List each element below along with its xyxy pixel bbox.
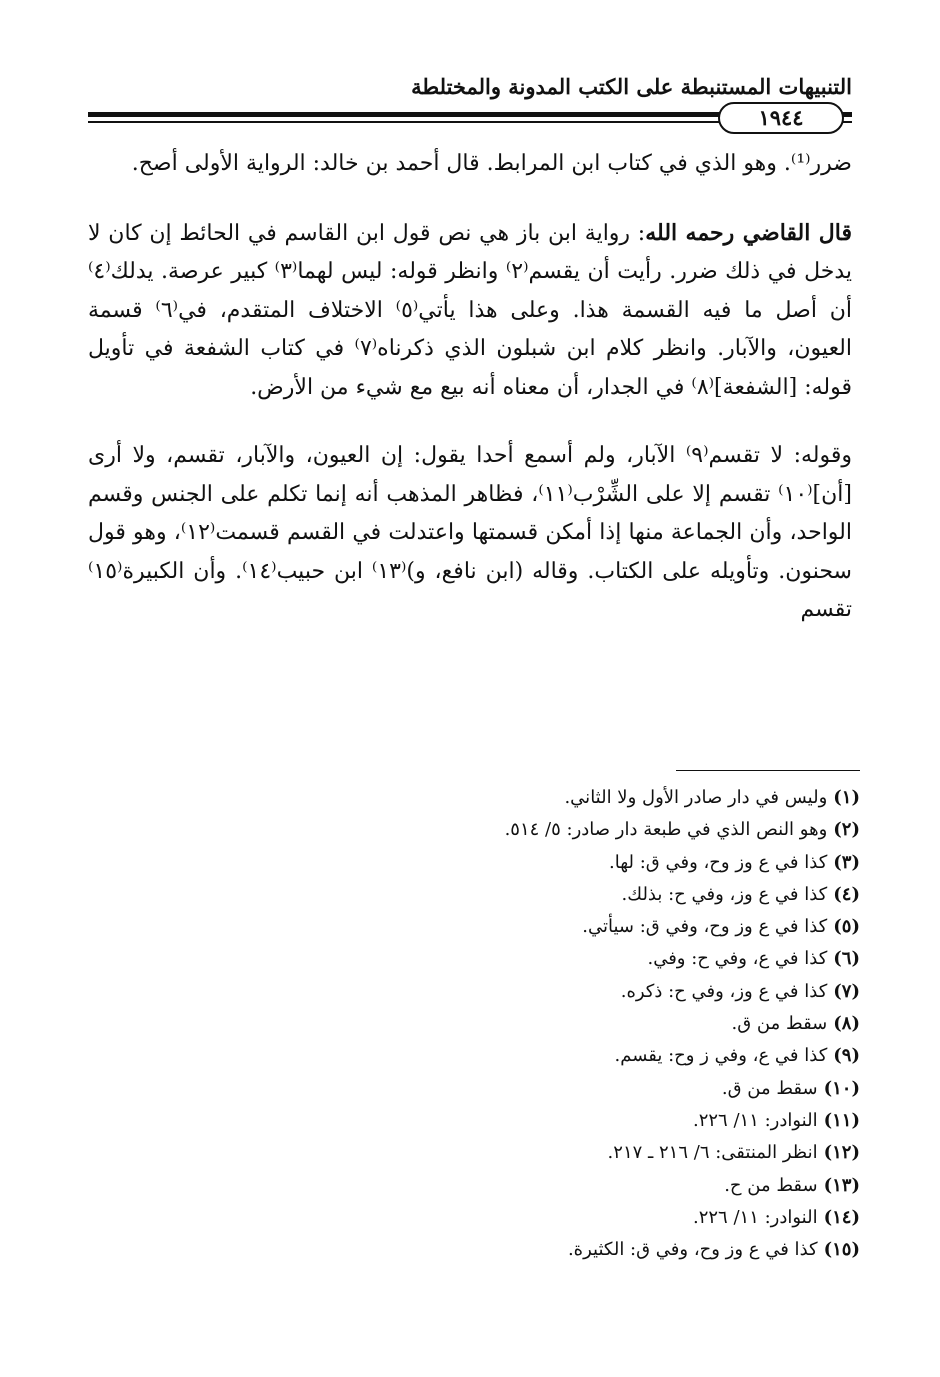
- footnote-number: (٦): [833, 948, 860, 970]
- paragraph-text: ضرر⁽¹⁾. وهو الذي في كتاب ابن المرابط. قال أحمد بن خالد: الرواية الأولى أصح.: [131, 151, 852, 176]
- footnote-number: (٧): [833, 980, 860, 1002]
- footnote-text: انظر المنتقى: ٦/ ٢١٦ ـ ٢١٧.: [607, 1142, 818, 1164]
- footnote: [220, 847, 860, 879]
- footnote-text: سقط من ح.: [724, 1174, 818, 1196]
- running-title: التنبيهات المستنبطة على الكتب المدونة والمختلطة: [411, 74, 852, 99]
- footnote-text: النوادر: ١١/ ٢٢٦.: [692, 1206, 818, 1228]
- footnote-text: كذا في ع، وفي ز وح: يقسم.: [614, 1045, 828, 1067]
- footnote-text: سقط من ق.: [721, 1077, 818, 1099]
- footnote: [220, 976, 860, 1008]
- page-number: ١٩٤٤: [718, 102, 844, 134]
- footnote: [220, 879, 860, 911]
- footnote: [220, 1202, 860, 1234]
- paragraph-text: وقوله: لا تقسم⁽٩⁾ الآبار، ولم أسمع أحدا يقول: إن العيون، والآبار، تقسم، ولا أرى [أن]⁽١٠⁾ تقسم إلا على الشِّرْب⁽١١⁾، فظاهر المذهب أنه إنما تكلم على الجنس وقسم الواحد، وأن الجماعة منها إذا أمكن قسمتها واعتدلت في القسم قسمت⁽١٢⁾، وهو قول سحنون. وتأويله على الكتاب. وقاله (ابن نافع، و)⁽١٣⁾ ابن حبيب⁽١٤⁾. وأن الكبيرة⁽١٥⁾ تقسم: [88, 443, 853, 622]
- main-text: [88, 145, 852, 630]
- footnote-number: (١): [833, 787, 860, 808]
- footnote-number: (١٢): [823, 1142, 860, 1164]
- footnote: [220, 1170, 860, 1202]
- footnote-number: (١٥): [823, 1239, 860, 1261]
- footnote: [220, 1073, 860, 1105]
- footnote-text: كذا في ع، وفي ح: وفي.: [647, 948, 828, 970]
- footnote-text: كذا في ع وز، وفي ح: ذكره.: [620, 980, 828, 1002]
- footnote: [220, 1137, 860, 1169]
- footnote-number: (١٠): [823, 1077, 860, 1099]
- footnote: [220, 911, 860, 943]
- footnote-separator: [676, 770, 860, 771]
- footnote-text: كذا في ع وز وح، وفي ق: لها.: [609, 851, 828, 873]
- paragraph: [88, 145, 852, 184]
- footnote: [220, 1008, 860, 1040]
- footnote-number: (٣): [833, 851, 860, 873]
- paragraph-text: : رواية ابن باز هي نص قول ابن القاسم في الحائط إن كان لا يدخل في ذلك ضرر. رأيت أن يقسم⁽٢⁾ وانظر قوله: ليس لهما⁽٣⁾ كبير عرصة. يدلك⁽٤⁾ أن أصل ما فيه القسمة هذا. وعلى هذا يأتي⁽٥⁾ الاختلاف المتقدم، في⁽٦⁾ قسمة العيون، والآبار. وانظر كلام ابن شبلون الذي ذكرناه⁽٧⁾ في كتاب الشفعة في تأويل قوله: [الشفعة]⁽٨⁾ في الجدار، أن معناه أنه بيع مع شيء من الأرض.: [88, 220, 852, 400]
- footnote-number: (١١): [823, 1109, 860, 1131]
- footnote-text: كذا في ع وز وح، وفي ق: سيأتي.: [582, 916, 828, 938]
- footnote-number: (٩): [833, 1045, 860, 1067]
- footnote-number: (٢): [833, 819, 860, 841]
- footnote: [220, 782, 860, 814]
- footnote: [220, 1105, 860, 1137]
- paragraph-lead: قال القاضي رحمه الله: [645, 219, 852, 246]
- footnote-number: (٨): [833, 1013, 860, 1035]
- footnote: [220, 1040, 860, 1072]
- footnote-number: (١٤): [823, 1206, 860, 1228]
- footnote-text: وليس في دار صادر الأول ولا الثاني.: [564, 787, 828, 808]
- footnote-text: كذا في ع وز وح، وفي ق: الكثيرة.: [567, 1239, 818, 1261]
- footnote-text: النوادر: ١١/ ٢٢٦.: [692, 1109, 818, 1131]
- footnote: [220, 814, 860, 846]
- footnote: [220, 1234, 860, 1266]
- footnote-text: سقط من ق.: [731, 1013, 828, 1035]
- footnote: [220, 943, 860, 975]
- footnote-text: وهو النص الذي في طبعة دار صادر: ٥/ ٥١٤.: [504, 819, 828, 841]
- footnote-number: (٥): [833, 916, 860, 938]
- footnote-number: (٤): [833, 883, 860, 905]
- paragraph: [88, 437, 852, 630]
- paragraph: [88, 214, 852, 408]
- footnote-text: كذا في ع وز، وفي ح: بذلك.: [621, 883, 828, 905]
- footnotes: [220, 782, 860, 1266]
- footnote-number: (١٣): [823, 1174, 860, 1196]
